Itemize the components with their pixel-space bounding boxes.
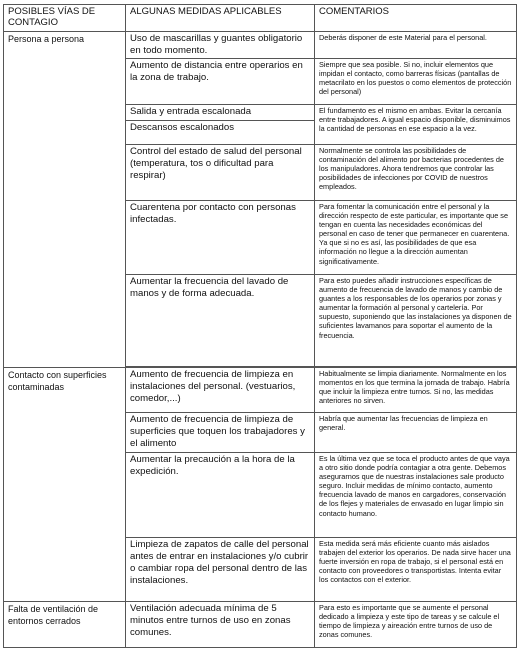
measure-cell: Salida y entrada escalonada bbox=[126, 105, 315, 121]
category-superficies-contaminadas: Contacto con superficies contaminadas bbox=[4, 368, 126, 602]
comment-cell: Normalmente se controla las posibilidades de contaminación del alimento por bacterias procedentes de los manipuladores. Ahora tendremos que controlar las posibilidades de infecciones por COVID de nuestros empleados. bbox=[315, 145, 517, 201]
measure-cell: Descansos escalonados bbox=[126, 121, 315, 145]
measure-cell: Aumento de frecuencia de limpieza de superficies que toquen los trabajadores y el alimento bbox=[126, 413, 315, 453]
table-row bbox=[4, 602, 517, 648]
measure-cell: Aumento de frecuencia de limpieza en instalaciones del personal. (vestuarios, comedor,...) bbox=[126, 368, 315, 413]
comment-cell: Esta medida será más eficiente cuanto más aislados trabajen del exterior los operarios. De nada sirve hacer una fuerte inversión en ropa de trabajo, si el personal está en contacto con proveedores o transportistas. Intenta evitar los contactos con el exterior. bbox=[315, 538, 517, 602]
header-row bbox=[4, 5, 517, 32]
comment-cell: Siempre que sea posible. Si no, incluir elementos que impidan el contacto, como barreras físicas (pantallas de metacrilato en los puestos o como elementos de protección del personal) bbox=[315, 59, 517, 105]
comment-cell: Habitualmente se limpia diariamente. Normalmente en los momentos en los que termina la jornada de trabajo. Habría que incluir la limpieza entre turnos. Si no, las medidas anteriores no sirven. bbox=[315, 368, 517, 413]
header-vias: POSIBLES VÍAS DE CONTAGIO bbox=[4, 5, 126, 32]
measure-cell: Uso de mascarillas y guantes obligatorio en todo momento. bbox=[126, 32, 315, 59]
comment-cell: Para esto puedes añadir instrucciones específicas de aumento de frecuencia de lavado de manos y cambio de guantes a los responsables de los operarios por zonas y aumentar la formación al personal y cartelería. Por supuesto, suponiendo que las instalaciones ya disponen de suficientes lavamanos para soportar el aumento de la frecuencia. bbox=[315, 275, 517, 367]
measure-cell: Limpieza de zapatos de calle del personal antes de entrar en instalaciones y/o cubrir o cambiar ropa del personal dentro de las instalaciones. bbox=[126, 538, 315, 602]
measures-table bbox=[3, 4, 517, 648]
header-comentarios: COMENTARIOS bbox=[315, 5, 517, 32]
measure-cell: Ventilación adecuada mínima de 5 minutos entre turnos de uso en zonas comunes. bbox=[126, 602, 315, 648]
measure-cell: Cuarentena por contacto con personas infectadas. bbox=[126, 201, 315, 275]
comment-cell: El fundamento es el mismo en ambas. Evitar la cercanía entre trabajadores. A igual espacio disponible, disminuimos la cantidad de personas en ese espacio a la vez. bbox=[315, 105, 517, 145]
measure-cell: Control del estado de salud del personal (temperatura, tos o dificultad para respirar) bbox=[126, 145, 315, 201]
table-row bbox=[4, 32, 517, 59]
measure-cell: Aumentar la frecuencia del lavado de manos y de forma adecuada. bbox=[126, 275, 315, 367]
measure-cell: Aumentar la precaución a la hora de la expedición. bbox=[126, 453, 315, 538]
category-persona-a-persona: Persona a persona bbox=[4, 32, 126, 368]
table-row bbox=[4, 368, 517, 413]
category-falta-ventilacion: Falta de ventilación de entornos cerrados bbox=[4, 602, 126, 648]
comment-cell: Es la última vez que se toca el producto antes de que vaya a otro sitio donde podría contagiar a otra gente. Debemos asegurarnos que de nuestras instalaciones sale producto seguro. Incluir medidas de mínimo contacto, aumento frecuencia lavado de manos en cargadores, conservación de los flejes y materiales de envasado en lugar limpio sin contacto humano. bbox=[315, 453, 517, 538]
comment-cell: Habría que aumentar las frecuencias de limpieza en general. bbox=[315, 413, 517, 453]
comment-cell: Para fomentar la comunicación entre el personal y la dirección respecto de este particular, es importante que se tengan en cuenta las necesidades económicas del personal en caso de tener que permanecer en cuarentena. Ya que si no es así, las posibilidades de que esa información no llegue a la dirección aumentan significativamente. bbox=[315, 201, 517, 275]
header-medidas: ALGUNAS MEDIDAS APLICABLES bbox=[126, 5, 315, 32]
comment-cell: Deberás disponer de este Material para el personal. bbox=[315, 32, 517, 59]
comment-cell: Para esto es importante que se aumente el personal dedicado a limpieza y este tipo de tareas y se calcule el tiempo de limpieza y aireación entre turnos de uso de zonas comunes. bbox=[315, 602, 517, 648]
measure-cell: Aumento de distancia entre operarios en la zona de trabajo. bbox=[126, 59, 315, 105]
